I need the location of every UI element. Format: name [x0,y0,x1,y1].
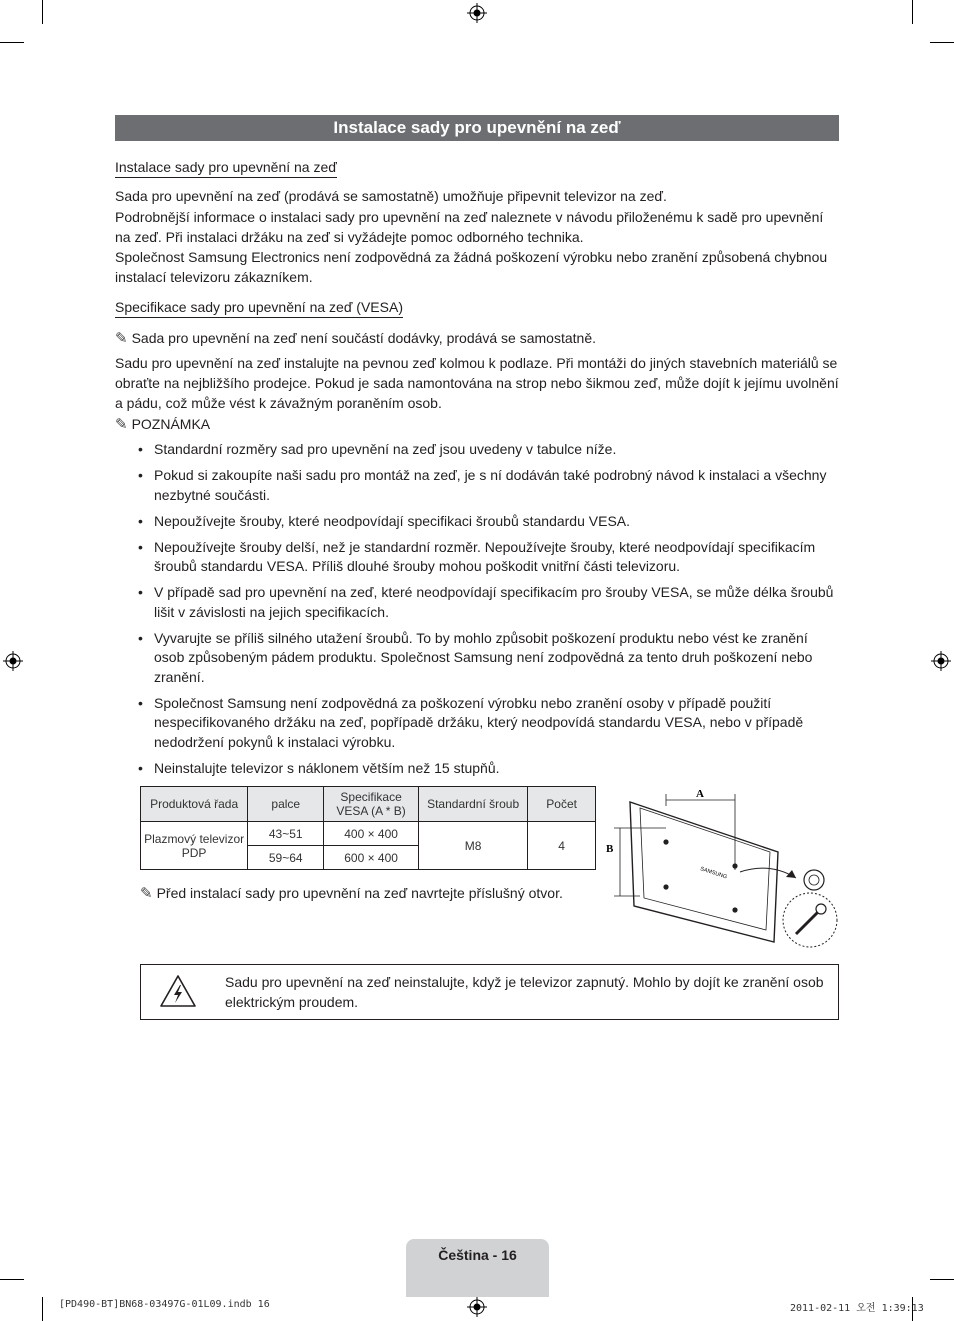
note-pencil-icon: ✎ [115,329,128,347]
page-number-tab: Čeština - 16 [406,1239,549,1297]
crop-mark [930,1279,954,1280]
vesa-spec-table [140,786,596,870]
column-header: Počet [528,787,596,822]
table-cell: 400 × 400 [324,822,419,846]
crop-mark [0,42,24,43]
list-item: • Nepoužívejte šrouby, které neodpovídají specifikaci šroubů standardu VESA. [138,512,840,532]
paragraph: Podrobnější informace o instalaci sady pro upevnění na zeď naleznete v návodu přiloženému k sadě pro upevnění na zeď. Při instalaci držáku na zeď si vyžádejte pomoc odborného technika. [115,209,824,245]
crop-mark [912,0,913,24]
note-pencil-icon: ✎ [115,415,128,433]
column-header: palce [248,787,324,822]
screw-hole [663,839,668,844]
screw-hole [732,907,737,912]
screw-cap-inner [809,875,819,885]
column-header: Specifikace VESA (A * B) [324,787,419,822]
list-item: • V případě sad pro upevnění na zeď, které neodpovídají specifikacím pro šrouby VESA, se může délka šroubů lišit v závislosti na jejich specifikacích. [138,583,840,622]
date-slug: 2011-02-11 오전 1:39:13 [790,1303,924,1314]
registration-mark-icon [467,1297,487,1317]
wall-mount-diagram [600,780,840,950]
list-item: • Neinstalujte televizor s náklonem větším než 15 stupňů. [138,759,840,779]
paragraph: Sada pro upevnění na zeď (prodává se samostatně) umožňuje připevnit televizor na zeď. [115,188,667,204]
column-header: Standardní šroub [418,787,527,822]
table-cell-product: Plazmový televizor PDP [141,822,248,870]
list-item: • Standardní rozměry sad pro upevnění na zeď jsou uvedeny v tabulce níže. [138,440,840,460]
note-text: Sada pro upevnění na zeď není součástí dodávky, prodává se samostatně. [131,330,596,346]
note-label: POZNÁMKA [131,416,211,432]
screw-hole [663,884,668,889]
list-item: • Nepoužívejte šrouby delší, než je standardní rozměr. Nepoužívejte šrouby, které neodpovídají specifikacím šroubů standardu VESA. Příliš dlouhé šrouby mohou poškodit vnitřní části televizoru. [138,538,840,577]
dimension-label-a: A [696,788,704,800]
table-cell: 43~51 [248,822,324,846]
dimension-label-b: B [606,843,614,855]
table-header-row [141,787,596,822]
crop-mark [42,0,43,24]
list-item: • Vyvarujte se příliš silného utažení šroubů. To by mohlo způsobit poškození produktu nebo vést ke zranění osob způsobeným pádem produktu. Společnost Samsung není zodpovědná za tento druh poškození nebo zranění. [138,629,840,688]
crop-mark [0,1279,24,1280]
section-title: Instalace sady pro upevnění na zeď [115,115,839,141]
list-item: • Společnost Samsung není zodpovědná za poškození výrobku nebo zranění osoby v případě použití nespecifikovaného držáku na zeď, popřípadě držáku, který neodpovídá standardu VESA, nebo v případě nedodržení pokynů k instalaci výrobku. [138,694,840,753]
warning-text: Sadu pro upevnění na zeď neinstalujte, když je televizor zapnutý. Mohlo by dojít ke zranění osob elektrickým proudem. [225,974,824,1010]
note-heading [115,414,839,434]
crop-mark [930,42,954,43]
subsection-title: Specifikace sady pro upevnění na zeď (VESA) [115,299,403,318]
file-slug: [PD490-BT]BN68-03497G-01L09.indb 16 [59,1299,270,1310]
electric-shock-warning-icon [159,974,197,1009]
table-row [141,822,596,846]
paragraph: Sadu pro upevnění na zeď instalujte na pevnou zeď kolmou k podlaze. Při montáži do jiných stavebních materiálů se obraťte na nejbližšího prodejce. Pokud je sada namontována na strop nebo šikmou zeď, může dojít k jejímu uvolnění a pádu, což může vést k závažným poraněním osob. [115,355,839,411]
note-text: Před instalací sady pro upevnění na zeď navrtejte příslušný otvor. [156,885,563,901]
screw-head [816,904,826,914]
table-cell-count: 4 [528,822,596,870]
warning-box [140,964,839,1020]
subsection-title: Instalace sady pro upevnění na zeď [115,159,337,178]
brand-text: SAMSUNG [699,866,728,881]
note [115,328,839,348]
paragraph: Společnost Samsung Electronics není zodpovědná za žádná poškození výrobku nebo zranění způsobená chybnou instalací televizoru zákazníkem. [115,249,828,285]
note-pencil-icon: ✎ [140,884,153,902]
column-header: Produktová řada [141,787,248,822]
table-cell: 59~64 [248,846,324,870]
registration-mark-icon [3,651,23,671]
table-cell: 600 × 400 [324,846,419,870]
table-cell-screw: M8 [418,822,527,870]
note-bullet-list [138,440,840,785]
list-item: • Pokud si zakoupíte naši sadu pro montáž na zeď, je s ní dodáván také podrobný návod k instalaci a všechny nezbytné součásti. [138,466,840,505]
registration-mark-icon [931,651,951,671]
note [140,883,596,903]
registration-mark-icon [467,3,487,23]
crop-mark [42,1297,43,1321]
